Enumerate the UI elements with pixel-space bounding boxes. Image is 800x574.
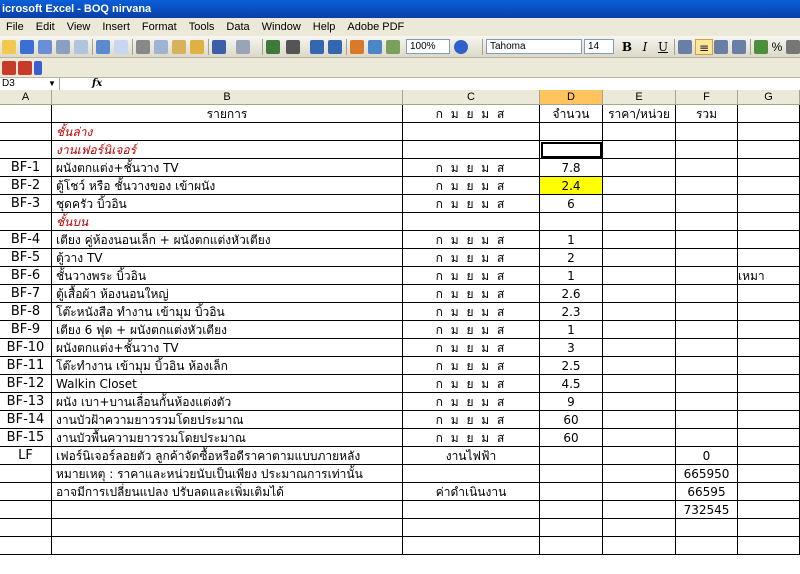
table-row [0,195,800,213]
header-cell-a[interactable] [0,105,52,123]
cell-d[interactable] [540,537,603,555]
cell-c[interactable] [403,501,540,519]
table-row [0,303,800,321]
sort-descending-icon[interactable] [328,40,342,54]
standard-toolbar [0,36,800,58]
table-row [0,393,800,411]
item-code-cell[interactable]: BF-11 [0,357,52,375]
cell-b[interactable]: ผนังตกแต่ง+ชั้นวาง TV [52,159,403,177]
cell-b[interactable] [52,519,403,537]
cell-b[interactable]: ตู้เสื้อผ้า ห้องนอนใหญ่ [52,285,403,303]
item-code-cell[interactable]: BF-1 [0,159,52,177]
cell-c[interactable]: ก ม ย ม ส [403,159,540,177]
cell-e[interactable] [603,267,676,285]
cell-e[interactable] [603,357,676,375]
cell-c[interactable] [403,537,540,555]
cell-e[interactable] [603,501,676,519]
font-name-select[interactable]: Tahoma [486,39,582,54]
cell-g[interactable] [738,141,800,159]
print-preview-icon[interactable] [74,40,88,54]
insert-picture-icon[interactable] [386,40,400,54]
cell-f[interactable] [676,231,738,249]
cell-g[interactable] [738,483,800,501]
cell-g[interactable] [738,159,800,177]
table-row [0,447,800,465]
redo-icon[interactable] [236,40,250,54]
cell-e[interactable] [603,519,676,537]
table-row [0,213,800,231]
cell-d[interactable] [540,123,603,141]
cell-f[interactable] [676,303,738,321]
cell-f[interactable] [676,519,738,537]
cell-f[interactable] [676,285,738,303]
cell-b[interactable]: ตู้วาง TV [52,249,403,267]
worksheet-grid[interactable] [0,90,800,574]
cell-c[interactable]: ก ม ย ม ส [403,285,540,303]
cell-g[interactable] [738,321,800,339]
sort-ascending-icon[interactable] [310,40,324,54]
table-row [0,321,800,339]
pdf-email-icon[interactable] [18,61,32,75]
insert-function-icon[interactable]: fx [92,78,103,89]
cell-c[interactable]: ก ม ย ม ส [403,195,540,213]
cell-d[interactable]: 9 [540,393,603,411]
cell-g[interactable] [738,429,800,447]
column-header-f[interactable]: F [676,90,738,105]
cell-g[interactable] [738,213,800,231]
cell-e[interactable] [603,375,676,393]
cell-e[interactable] [603,447,676,465]
bold-button[interactable]: B [621,40,633,54]
menu-adobe-pdf[interactable]: Adobe PDF [347,21,405,33]
cell-g[interactable] [738,411,800,429]
cell-g[interactable] [738,303,800,321]
cell-b[interactable]: ตู้โชว์ หรือ ชั้นวางของ เข้าผนัง [52,177,403,195]
cell-c[interactable]: ก ม ย ม ส [403,411,540,429]
menu-help[interactable]: Help [312,21,336,33]
cell-e[interactable] [603,159,676,177]
cell-f[interactable]: 665950 [676,465,738,483]
item-code-cell[interactable]: BF-12 [0,375,52,393]
cell-b[interactable]: เตียง คู่ห้องนอนเล็ก + ผนังตกแต่งหัวเตียง [52,231,403,249]
cell-c[interactable]: ก ม ย ม ส [403,231,540,249]
cell-g[interactable] [738,375,800,393]
cell-d[interactable]: 1 [540,321,603,339]
zoom-select[interactable]: 100% [406,39,450,54]
cell-b[interactable]: ผนัง เบา+บานเลื่อนกั้นห้องแต่งตัว [52,393,403,411]
cell-c[interactable]: ก ม ย ม ส [403,303,540,321]
cell-b[interactable] [52,537,403,555]
research-icon[interactable] [114,40,128,54]
cell-b[interactable] [52,501,403,519]
cell-d[interactable]: 3 [540,339,603,357]
cell-f[interactable]: 66595 [676,483,738,501]
item-code-cell[interactable] [0,537,52,555]
item-code-cell[interactable]: BF-10 [0,339,52,357]
cell-c[interactable] [403,141,540,159]
cell-d[interactable]: 2.3 [540,303,603,321]
cell-e[interactable] [603,465,676,483]
cell-f[interactable] [676,339,738,357]
column-header-a[interactable]: A [0,90,52,105]
spelling-icon[interactable] [96,40,110,54]
column-header-c[interactable]: C [403,90,540,105]
copy-icon[interactable] [154,40,168,54]
open-icon[interactable] [2,40,16,54]
convert-to-pdf-icon[interactable] [2,61,16,75]
cell-c[interactable] [403,123,540,141]
column-header-d[interactable]: D [540,90,603,105]
cell-e[interactable] [603,303,676,321]
cell-f[interactable] [676,321,738,339]
item-code-cell[interactable]: BF-9 [0,321,52,339]
cell-b[interactable]: งานบัวพื้นความยาวรวมโดยประมาณ [52,429,403,447]
table-row [0,123,800,141]
cell-e[interactable] [603,231,676,249]
item-code-cell[interactable]: LF [0,447,52,465]
table-row [0,537,800,555]
cell-b[interactable]: โต๊ะทำงาน เข้ามุม บิ้วอิน ห้องเล็ก [52,357,403,375]
cell-g[interactable] [738,339,800,357]
currency-icon[interactable] [754,40,768,54]
table-row [0,519,800,537]
column-header-g[interactable]: G [738,90,800,105]
cell-f[interactable] [676,267,738,285]
permission-icon[interactable] [38,40,52,54]
cell-e[interactable] [603,141,676,159]
item-code-cell[interactable]: BF-7 [0,285,52,303]
cell-g[interactable] [738,285,800,303]
table-row [0,249,800,267]
cell-c[interactable]: ก ม ย ม ส [403,249,540,267]
underline-button[interactable]: U [657,40,669,54]
percent-button[interactable]: % [771,40,783,54]
save-icon[interactable] [20,40,34,54]
cell-c[interactable] [403,465,540,483]
cell-d[interactable] [540,465,603,483]
cell-f[interactable] [676,123,738,141]
window-title: icrosoft Excel - BOQ nirvana [0,0,800,18]
cell-g[interactable] [738,123,800,141]
item-code-cell[interactable]: BF-13 [0,393,52,411]
table-row [0,159,800,177]
table-row [0,465,800,483]
column-header-b[interactable]: B [52,90,403,105]
cell-f[interactable] [676,177,738,195]
item-code-cell[interactable]: BF-8 [0,303,52,321]
item-code-cell[interactable]: BF-5 [0,249,52,267]
cell-e[interactable] [603,177,676,195]
cell-e[interactable] [603,321,676,339]
item-code-cell[interactable] [0,501,52,519]
item-code-cell[interactable]: BF-2 [0,177,52,195]
cell-c[interactable] [403,213,540,231]
cell-d[interactable] [540,483,603,501]
menu-file[interactable]: File [6,21,24,33]
cell-d[interactable]: 2.4 [540,177,603,195]
cell-f[interactable] [676,411,738,429]
cell-g[interactable] [738,249,800,267]
cell-b[interactable]: งานบัวฝ้าความยาวรวมโดยประมาณ [52,411,403,429]
menu-data[interactable]: Data [226,21,250,33]
cell-g[interactable] [738,393,800,411]
table-header-row [0,105,800,123]
cell-f[interactable] [676,141,738,159]
cell-d[interactable] [540,519,603,537]
table-row [0,285,800,303]
cell-f[interactable] [676,195,738,213]
menu-view[interactable]: View [66,21,91,33]
header-cell-f[interactable]: รวม [676,105,738,123]
cell-b[interactable]: ชั้นบน [52,213,403,231]
item-code-cell[interactable] [0,483,52,501]
column-headers [0,90,800,105]
table-row [0,375,800,393]
table-row [0,357,800,375]
header-cell-d[interactable]: จำนวน [540,105,603,123]
cell-g[interactable] [738,177,800,195]
cell-f[interactable] [676,357,738,375]
cell-e[interactable] [603,123,676,141]
table-row [0,141,800,159]
cell-b[interactable]: ชั้นวางพระ บิ้วอิน [52,267,403,285]
table-row [0,267,800,285]
menu-edit[interactable]: Edit [35,21,55,33]
menu-bar [0,18,800,36]
cell-e[interactable] [603,411,676,429]
drawing-icon[interactable] [368,40,382,54]
hyperlink-icon[interactable] [266,40,280,54]
cell-d[interactable]: 1 [540,231,603,249]
cell-c[interactable]: ก ม ย ม ส [403,267,540,285]
item-code-cell[interactable]: BF-14 [0,411,52,429]
font-size-select[interactable]: 14 [584,39,614,54]
cell-g[interactable] [738,447,800,465]
cell-f[interactable] [676,537,738,555]
cell-g[interactable] [738,537,800,555]
cell-d[interactable]: 60 [540,429,603,447]
cell-b[interactable]: หมายเหตุ : ราคาและหน่วยนับเป็นเพียง ประมาณการเท่านั้น [52,465,403,483]
cell-b[interactable]: ผนังตกแต่ง+ชั้นวาง TV [52,339,403,357]
header-cell-e[interactable]: ราคา/หน่วย [603,105,676,123]
cell-f[interactable] [676,429,738,447]
cell-b[interactable]: ชั้นล่าง [52,123,403,141]
cell-b[interactable]: โต๊ะหนังสือ ทำงาน เข้ามุม บิ้วอิน [52,303,403,321]
cell-c[interactable]: ก ม ย ม ส [403,393,540,411]
cell-c[interactable]: ก ม ย ม ส [403,339,540,357]
cell-g[interactable] [738,231,800,249]
align-center-button[interactable] [695,39,713,55]
italic-button[interactable]: I [642,40,648,54]
chart-wizard-icon[interactable] [350,40,364,54]
table-row [0,501,800,519]
cell-f[interactable]: 0 [676,447,738,465]
cell-d[interactable] [540,447,603,465]
cell-g[interactable]: เหมา [738,267,800,285]
item-code-cell[interactable] [0,465,52,483]
comma-style-icon[interactable] [786,40,800,54]
table-row [0,411,800,429]
cell-c[interactable]: ก ม ย ม ส [403,357,540,375]
cell-e[interactable] [603,537,676,555]
cell-c[interactable]: ค่าดำเนินงาน [403,483,540,501]
item-code-cell[interactable]: BF-4 [0,231,52,249]
cell-c[interactable]: ก ม ย ม ส [403,177,540,195]
cell-d[interactable] [540,213,603,231]
name-box[interactable]: D3 [0,78,60,90]
cell-b[interactable]: งานเฟอร์นิเจอร์ [52,141,403,159]
cell-b[interactable]: เฟอร์นิเจอร์ลอยตัว ลูกค้าจัดซื้อหรือดีราคาตามแบบภายหลัง [52,447,403,465]
cell-c[interactable]: งานไฟฟ้า [403,447,540,465]
menu-format[interactable]: Format [141,21,177,33]
toolbar-options-icon[interactable] [34,61,42,75]
item-code-cell[interactable] [0,141,52,159]
menu-insert[interactable]: Insert [102,21,130,33]
cell-d[interactable]: 2.6 [540,285,603,303]
name-box-dropdown-icon[interactable]: ▼ [48,79,56,88]
cell-b[interactable]: เตียง 6 ฟุต + ผนังตกแต่งหัวเตียง [52,321,403,339]
cell-g[interactable] [738,501,800,519]
align-left-icon[interactable] [678,40,692,54]
cell-f[interactable] [676,249,738,267]
help-icon[interactable] [454,40,468,54]
cut-icon[interactable] [136,40,150,54]
align-right-icon[interactable] [714,40,728,54]
cell-d[interactable]: 1 [540,267,603,285]
cell-c[interactable]: ก ม ย ม ส [403,429,540,447]
column-header-e[interactable]: E [603,90,676,105]
cell-c[interactable]: ก ม ย ม ส [403,321,540,339]
item-code-cell[interactable]: BF-15 [0,429,52,447]
cell-f[interactable] [676,159,738,177]
cell-f[interactable]: 732545 [676,501,738,519]
cell-d[interactable]: 6 [540,195,603,213]
cell-b[interactable]: Walkin Closet [52,375,403,393]
cell-d[interactable] [540,141,603,159]
cell-c[interactable] [403,519,540,537]
cell-d[interactable]: 7.8 [540,159,603,177]
item-code-cell[interactable]: BF-6 [0,267,52,285]
cell-e[interactable] [603,285,676,303]
cell-e[interactable] [603,483,676,501]
merge-center-icon[interactable] [732,40,746,54]
pdf-toolbar [0,58,800,78]
cell-f[interactable] [676,213,738,231]
cell-d[interactable] [540,501,603,519]
cell-b[interactable]: ชุดครัว บิ้วอิน [52,195,403,213]
item-code-cell[interactable]: BF-3 [0,195,52,213]
cell-d[interactable]: 4.5 [540,375,603,393]
align-center-icon: ≡ [698,41,710,55]
table-row [0,483,800,501]
paste-icon[interactable] [172,40,186,54]
cell-e[interactable] [603,429,676,447]
cell-g[interactable] [738,519,800,537]
header-cell-c[interactable]: ก ม ย ม ส [403,105,540,123]
cell-e[interactable] [603,339,676,357]
item-code-cell[interactable] [0,213,52,231]
header-cell-g[interactable] [738,105,800,123]
cell-d[interactable]: 60 [540,411,603,429]
table-row [0,231,800,249]
table-row [0,177,800,195]
cell-e[interactable] [603,195,676,213]
header-cell-b[interactable]: รายการ [52,105,403,123]
menu-tools[interactable]: Tools [188,21,215,33]
autosum-icon[interactable] [286,40,300,54]
table-row [0,339,800,357]
cell-g[interactable] [738,195,800,213]
item-code-cell[interactable] [0,519,52,537]
cell-e[interactable] [603,249,676,267]
format-painter-icon[interactable] [190,40,204,54]
cell-e[interactable] [603,393,676,411]
cell-b[interactable]: อาจมีการเปลี่ยนแปลง ปรับลดและเพิ่มเติมได้ [52,483,403,501]
cell-f[interactable] [676,393,738,411]
cell-g[interactable] [738,357,800,375]
cell-c[interactable]: ก ม ย ม ส [403,375,540,393]
print-icon[interactable] [56,40,70,54]
cell-d[interactable]: 2.5 [540,357,603,375]
cell-d[interactable]: 2 [540,249,603,267]
cell-e[interactable] [603,213,676,231]
undo-icon[interactable] [212,40,226,54]
item-code-cell[interactable] [0,123,52,141]
cell-f[interactable] [676,375,738,393]
menu-window[interactable]: Window [261,21,301,33]
cell-g[interactable] [738,465,800,483]
table-row [0,429,800,447]
